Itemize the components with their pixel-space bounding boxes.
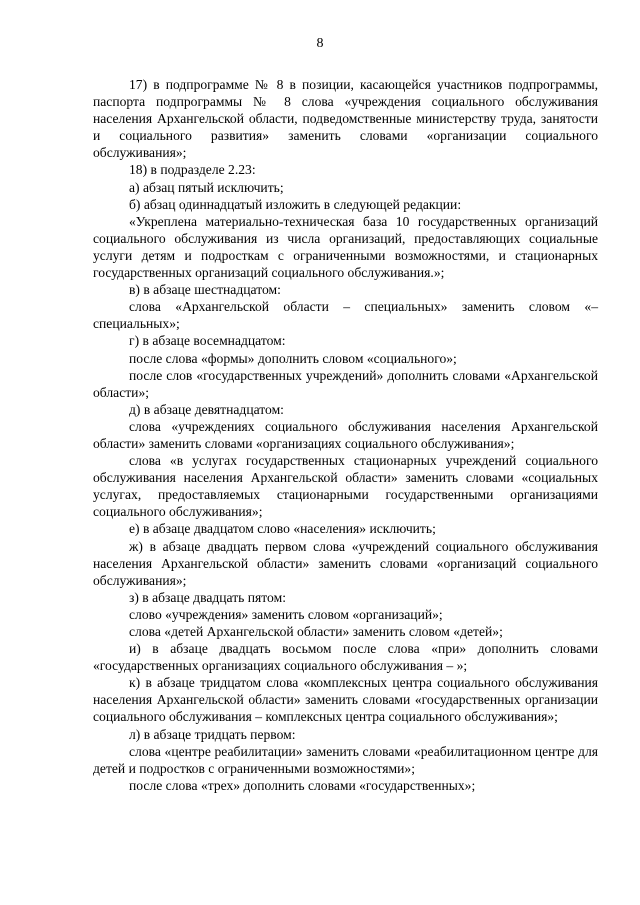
document-body (93, 76, 598, 794)
paragraph: в) в абзаце шестнадцатом: (129, 282, 281, 298)
paragraph: б) абзац одиннадцатый изложить в следующей редакции: (129, 196, 462, 212)
paragraph: 17) в подпрограмме № 8 в позиции, касающейся участников подпрограммы, паспорта подпрограммы № 8 слова «учреждения социального обслуживания населения Архангельской области, подведомственные министерству труда, занятости и социального развития» заменить словами «организации социального обслуживания»; (93, 77, 598, 161)
paragraph: «Укреплена материально-техническая база 10 государственных организаций социального обслуживания из числа организаций, предоставляющих социальные услуги детям и подросткам с ограниченными возможностями, и стационарных государственных организаций социального обслуживания.»; (93, 213, 598, 281)
paragraph: слова «детей Архангельской области» заменить словом «детей»; (129, 624, 503, 639)
paragraph: з) в абзаце двадцать пятом: (129, 589, 286, 605)
paragraph: 18) в подразделе 2.23: (129, 162, 256, 178)
paragraph: слова «Архангельской области – специальных» заменить словом «– специальных»; (93, 299, 598, 332)
paragraph: к) в абзаце тридцатом слова «комплексных центра социального обслуживания населения Архангельской области» заменить словами «государственных организации социального обслуживания – комплексных центра социального обслуживания»; (93, 675, 598, 725)
paragraph: слова «центре реабилитации» заменить словами «реабилитационном центре для детей и подростков с ограниченными возможностями»; (93, 743, 598, 776)
paragraph: после слов «государственных учреждений» дополнить словами «Архангельской области»; (93, 367, 598, 400)
paragraph: а) абзац пятый исключить; (129, 179, 284, 195)
paragraph: слово «учреждения» заменить словом «организаций»; (129, 606, 443, 622)
paragraph: после слова «формы» дополнить словом «социального»; (129, 350, 457, 366)
paragraph: д) в абзаце девятнадцатом: (129, 401, 284, 417)
paragraph: л) в абзаце тридцать первом: (129, 726, 296, 742)
page-number: 8 (316, 36, 324, 51)
paragraph: г) в абзаце восемнадцатом: (129, 333, 286, 349)
paragraph: и) в абзаце двадцать восьмом после слова «при» дополнить словами «государственных организациях социального обслуживания – »; (93, 641, 598, 674)
paragraph: ж) в абзаце двадцать первом слова «учреждений социального обслуживания населения Архангельской области» заменить словами «организаций социального обслуживания»; (93, 538, 598, 588)
paragraph: после слова «трех» дополнить словами «государственных»; (129, 777, 476, 793)
paragraph: е) в абзаце двадцатом слово «населения» исключить; (129, 521, 436, 537)
paragraph: слова «в услугах государственных стационарных учреждений социального обслуживания населения Архангельской области» заменить словами «социальных услугах, предоставляемых стационарными государственными организациями социального обслуживания»; (93, 453, 598, 520)
paragraph: слова «учреждениях социального обслуживания населения Архангельской области» заменить словами «организациях социального обслуживания»; (93, 418, 598, 451)
